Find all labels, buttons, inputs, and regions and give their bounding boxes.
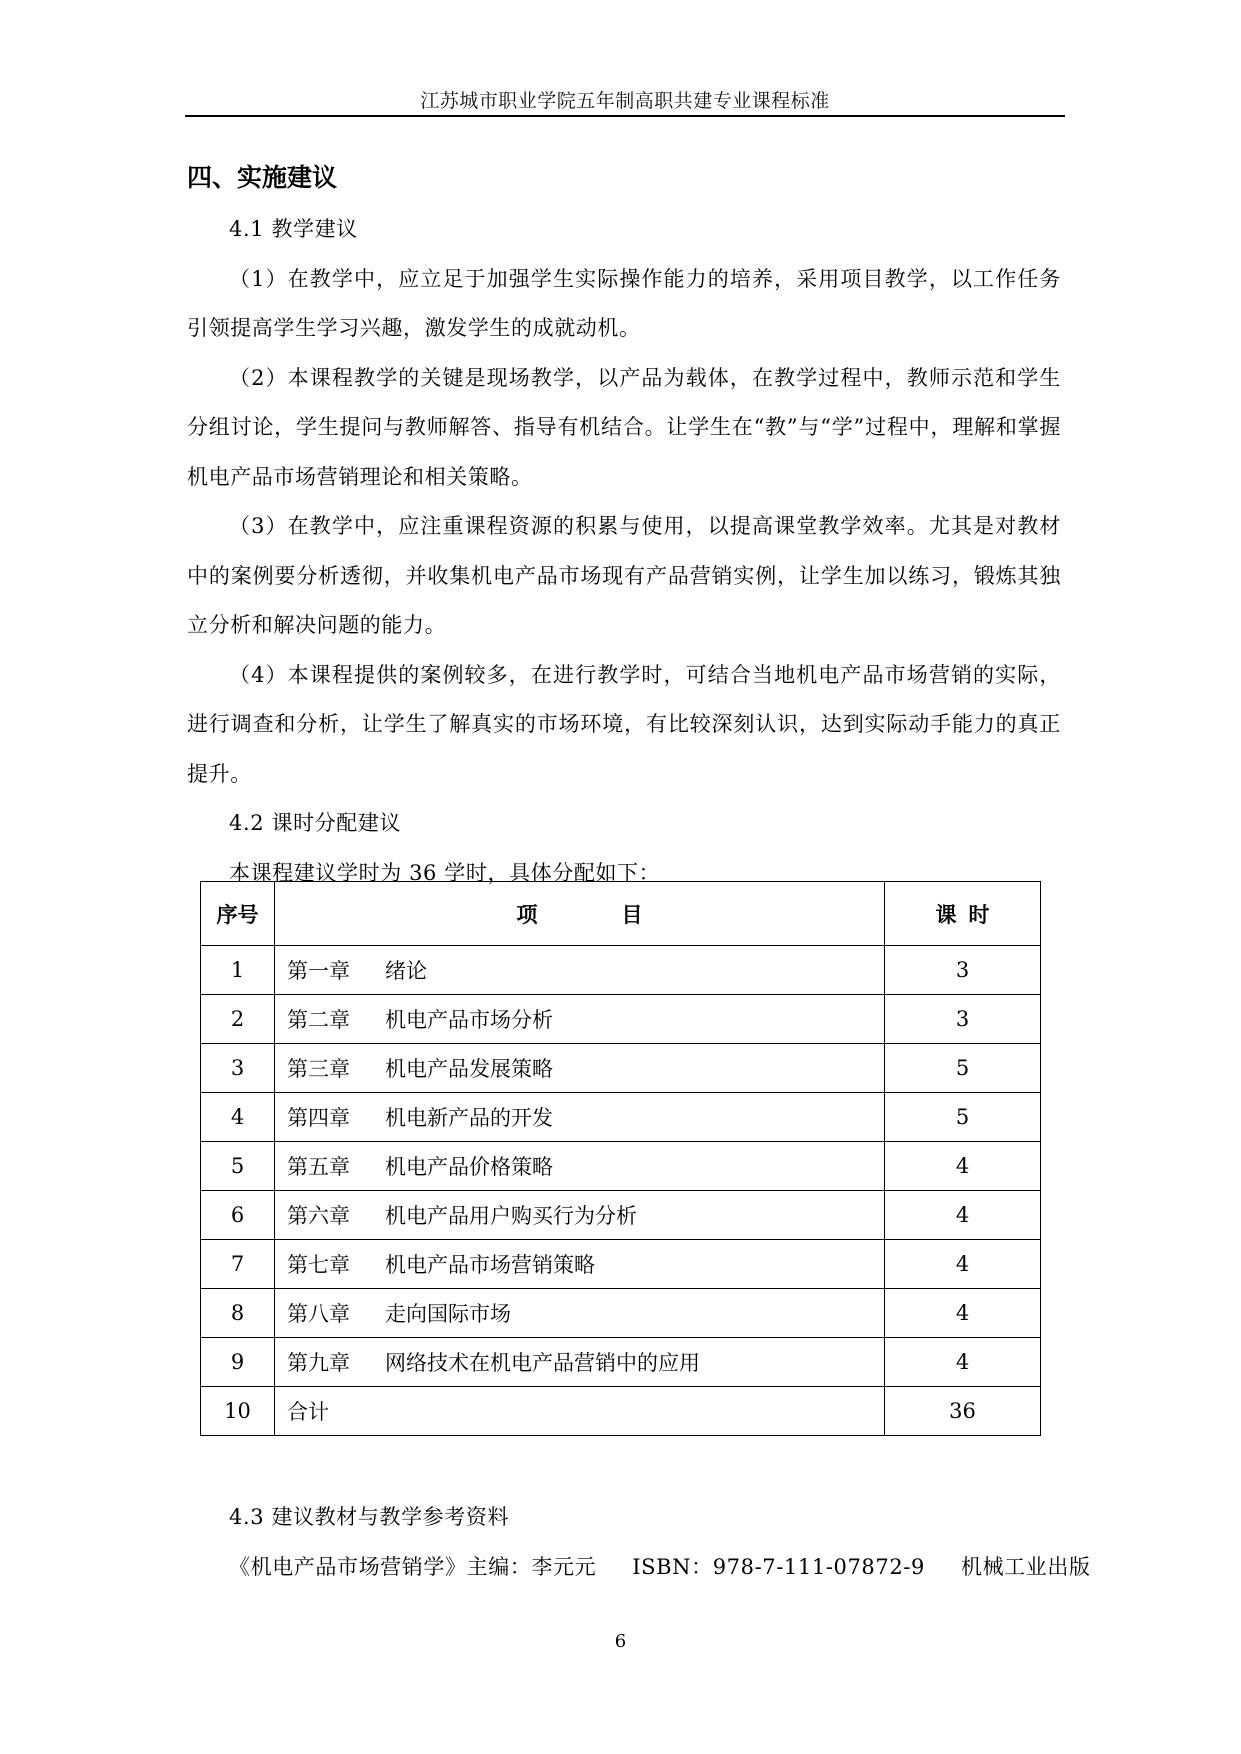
hours-heading: 4.2 课时分配建议 [229,811,402,835]
teaching-paragraph-1: （1）在教学中，应立足于加强学生实际操作能力的培养，采用项目教学，以工作任务引领提高学生学习兴趣，激发学生的成就动机。 [187,266,1061,340]
row-number: 3 [201,1044,275,1093]
row-number: 7 [201,1240,275,1289]
row-number: 6 [201,1191,275,1240]
reference-isbn: ISBN：978-7-111-07872-9 [632,1554,925,1579]
row-hours: 4 [885,1289,1041,1338]
row-chapter: 第六章 [287,1204,350,1228]
table-row [201,1142,1041,1191]
table-total-row [201,1387,1041,1436]
row-chapter: 第一章 [287,959,350,983]
reference-entry [187,1543,1091,1593]
row-chapter: 第二章 [287,1008,350,1032]
row-item [275,1142,885,1191]
row-item [275,1044,885,1093]
row-number: 5 [201,1142,275,1191]
table-row [201,1093,1041,1142]
row-hours: 4 [885,1240,1041,1289]
row-number: 10 [201,1387,275,1436]
row-item [275,995,885,1044]
row-item [275,1289,885,1338]
header-rule [185,115,1065,117]
teaching-heading: 4.1 教学建议 [229,217,358,241]
row-hours: 3 [885,946,1041,995]
row-title: 机电新产品的开发 [385,1106,553,1130]
row-number: 9 [201,1338,275,1387]
row-title: 网络技术在机电产品营销中的应用 [385,1351,700,1375]
row-hours: 4 [885,1191,1041,1240]
row-chapter: 第九章 [287,1351,350,1375]
row-item [275,1093,885,1142]
row-title: 机电产品发展策略 [385,1057,553,1081]
teaching-paragraph-3: （3）在教学中，应注重课程资源的积累与使用，以提高课堂教学效率。尤其是对教材中的案例要分析透彻，并收集机电产品市场现有产品营销实例，让学生加以练习，锻炼其独立分析和解决问题的能力。 [187,514,1061,637]
teaching-paragraph-4: （4）本课程提供的案例较多，在进行教学时，可结合当地机电产品市场营销的实际，进行调查和分析，让学生了解真实的市场环境，有比较深刻认识，达到实际动手能力的真正提升。 [187,662,1061,786]
row-chapter: 第七章 [287,1253,350,1277]
table-row [201,995,1041,1044]
row-item [275,1338,885,1387]
row-title: 机电产品用户购买行为分析 [385,1204,637,1228]
row-hours: 3 [885,995,1041,1044]
row-item [275,946,885,995]
body-text [187,205,1061,898]
row-hours: 4 [885,1338,1041,1387]
page-number: 6 [614,1631,627,1652]
row-item [275,1240,885,1289]
materials-section [187,1493,1091,1592]
row-chapter: 第三章 [287,1057,350,1081]
row-chapter: 第五章 [287,1155,350,1179]
teaching-paragraph-2: （2）本课程教学的关键是现场教学，以产品为载体，在教学过程中，教师示范和学生分组讨论，学生提问与教师解答、指导有机结合。让学生在“教”与“学”过程中，理解和掌握机电产品市场营销理论和相关策略。 [187,365,1061,489]
row-number: 4 [201,1093,275,1142]
row-item [275,1191,885,1240]
row-hours: 5 [885,1044,1041,1093]
reference-book: 《机电产品市场营销学》主编：李元元 [229,1554,597,1579]
running-header: 江苏城市职业学院五年制高职共建专业课程标准 [420,90,830,112]
row-number: 2 [201,995,275,1044]
row-hours: 36 [885,1387,1041,1436]
table-row [201,1338,1041,1387]
row-chapter: 第四章 [287,1106,350,1130]
column-header-no-label: 序号 [216,902,259,927]
hours-table [200,881,1041,1436]
row-title: 机电产品价格策略 [385,1155,553,1179]
row-chapter: 合计 [287,1400,329,1424]
table-row [201,1044,1041,1093]
row-title: 绪论 [385,959,427,983]
column-header-no [201,882,275,946]
row-chapter: 第八章 [287,1302,350,1326]
hours-intro: 本课程建议学时为 36 学时，具体分配如下： [229,860,661,885]
table-row [201,946,1041,995]
row-title: 走向国际市场 [385,1302,511,1326]
table-row [201,1240,1041,1289]
row-number: 1 [201,946,275,995]
column-header-item [275,882,885,946]
materials-heading: 4.3 建议教材与教学参考资料 [229,1505,510,1529]
section-title: 四、实施建议 [187,163,338,192]
table-row [201,1191,1041,1240]
row-item [275,1387,885,1436]
row-hours: 5 [885,1093,1041,1142]
column-header-hours [885,882,1041,946]
row-title: 机电产品市场营销策略 [385,1253,595,1277]
table-header-row [201,882,1041,946]
reference-publisher: 机械工业出版 [960,1554,1091,1579]
row-number: 8 [201,1289,275,1338]
row-hours: 4 [885,1142,1041,1191]
table-row [201,1289,1041,1338]
column-header-hours-label: 课时 [935,902,1002,927]
row-title: 机电产品市场分析 [385,1008,553,1032]
column-header-item-label: 项目 [516,902,727,927]
